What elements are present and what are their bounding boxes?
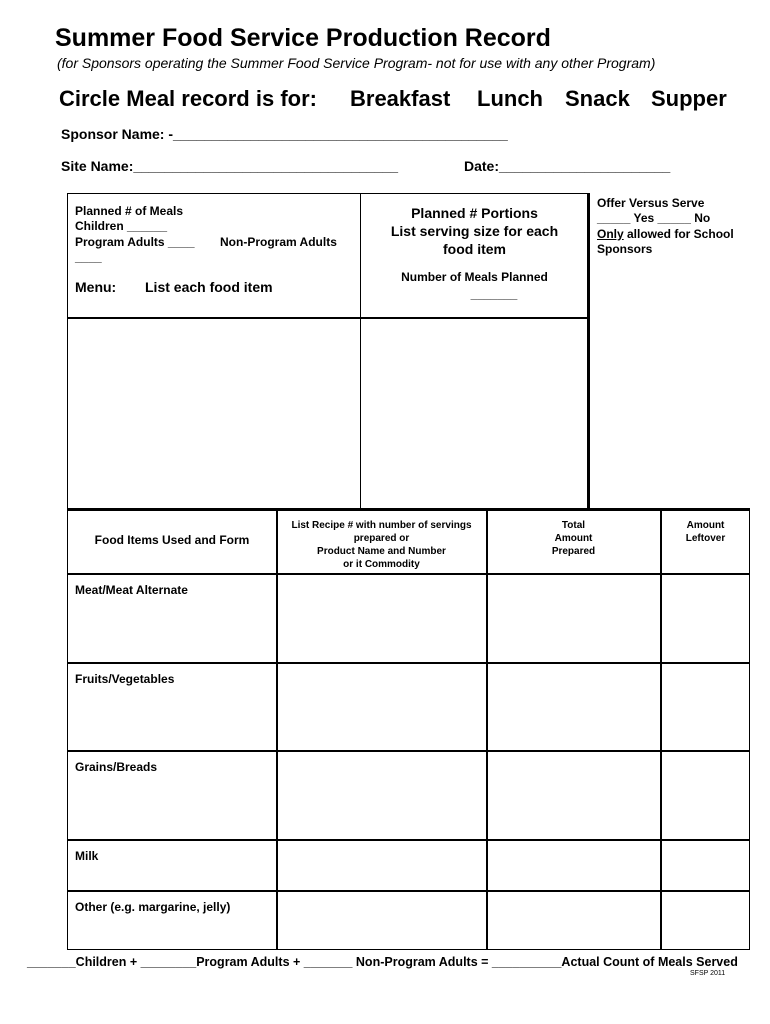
table-row-divider-1 [67,662,750,664]
non-program-adults-label: Non-Program Adults [220,235,337,249]
table-top-thick [67,508,750,511]
circle-meal-label: Circle Meal record is for: [59,86,317,111]
ovs-note [597,227,734,242]
header-amount-leftover: Amount Leftover [685,520,726,544]
meal-option-supper[interactable]: Supper [651,86,727,111]
meal-option-breakfast[interactable]: Breakfast [350,86,451,111]
meals-planned-field[interactable]: _______ [470,287,518,301]
header-total-prepared: Total Amount Prepared [551,520,596,557]
ovs-only-text: Only [597,227,624,241]
page-subtitle: (for Sponsors operating the Summer Food Service Program- not for use with any other Program) [57,55,656,71]
menu-hint: List each food item [145,279,273,295]
date-field[interactable]: Date:______________________ [464,158,671,174]
table-col-divider-1 [276,510,278,950]
table-row-divider-4 [67,890,750,892]
row-grains-breads: Grains/Breads [75,760,158,774]
row-other: Other (e.g. margarine, jelly) [75,900,231,914]
site-name-field[interactable]: Site Name:__________________________________ [61,158,399,174]
menu-divider [67,317,588,319]
table-col-divider-2 [486,510,488,950]
row-meat: Meat/Meat Alternate [75,583,188,597]
planned-meals-label: Planned # of Meals [75,204,184,218]
row-milk: Milk [75,849,99,863]
portions-line-3: food item [443,241,506,257]
portions-line-1: Planned # Portions [411,205,538,221]
header-recipe: List Recipe # with number of servings prepared or Product Name and Number or it Commodity [291,520,472,570]
ovs-sponsors-text: Sponsors [597,242,653,256]
table-col-divider-3 [660,510,662,950]
food-items-table [67,510,750,950]
row-fruits-vegetables: Fruits/Vegetables [75,672,175,686]
non-program-adults-field[interactable]: ____ [75,250,102,264]
meal-option-snack[interactable]: Snack [565,86,630,111]
children-field[interactable]: Children ______ [75,219,168,233]
program-adults-field[interactable]: Program Adults ____ [75,235,195,249]
actual-count-line[interactable]: _______Children + ________Program Adults + _______ Non-Program Adults = __________Actual Count of Meals Served [27,955,738,969]
meal-option-lunch[interactable]: Lunch [477,86,543,111]
ovs-yes-no-field[interactable]: _____ Yes _____ No [597,211,711,225]
menu-label: Menu: [75,279,117,295]
table-header-divider [67,573,750,575]
page-title: Summer Food Service Production Record [55,24,551,52]
form-code: SFSP 2011 [690,970,726,977]
meals-planned-label: Number of Meals Planned [401,270,548,284]
planned-portions-heading [361,204,588,258]
table-row-divider-3 [67,839,750,841]
portions-line-2: List serving size for each [390,223,559,239]
header-food-items: Food Items Used and Form [94,533,250,547]
table-row-divider-2 [67,750,750,752]
ovs-allowed-text: allowed for School [623,227,734,241]
ovs-heading: Offer Versus Serve [597,196,705,210]
sponsor-name-field[interactable]: Sponsor Name: -___________________________________________ [61,126,508,142]
